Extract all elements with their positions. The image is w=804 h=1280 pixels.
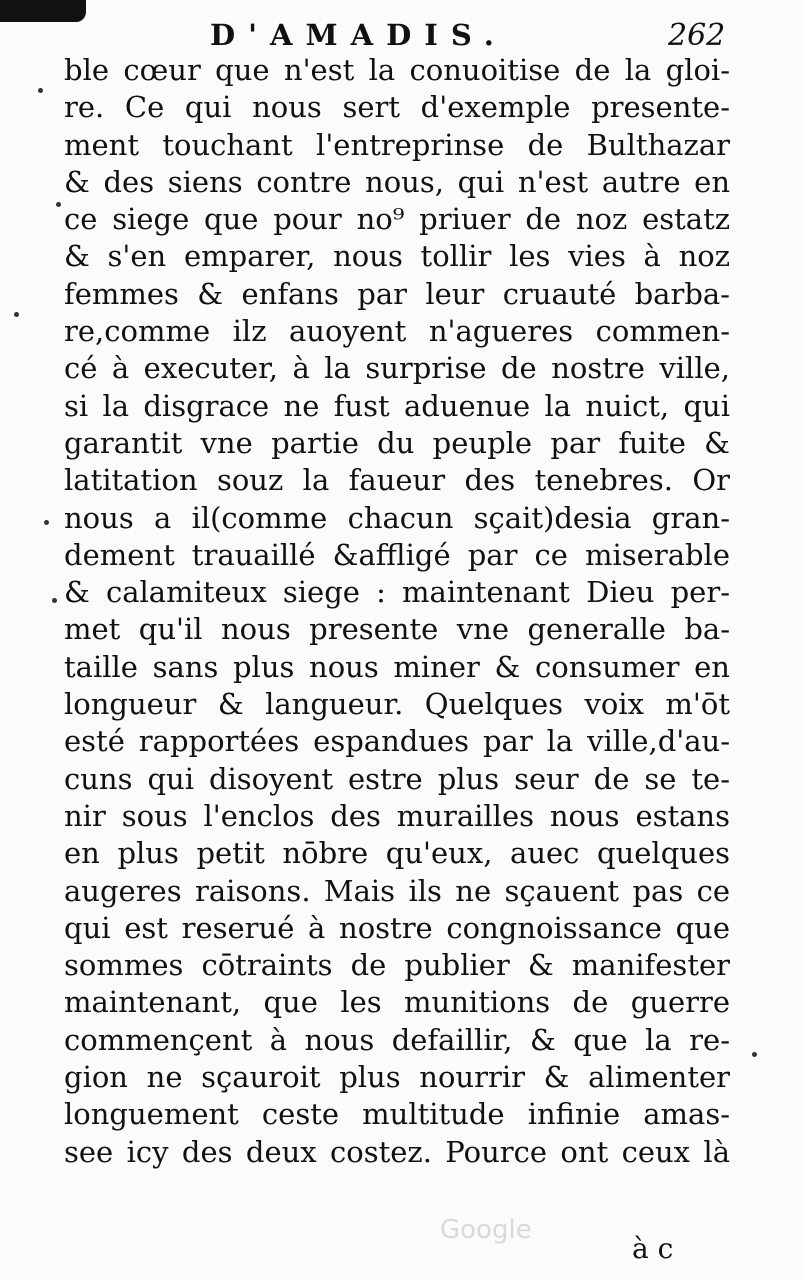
text-line: nous a il(comme chacun sçait)desia gran-	[64, 500, 730, 535]
margin-dot	[752, 1052, 757, 1057]
margin-dot	[14, 312, 19, 317]
text-line: dement trauaillé &affligé par ce miserable	[64, 537, 730, 572]
text-line: sommes cōtraints de publier & manifester	[64, 948, 730, 983]
text-line: met qu'il nous presente vne generalle ba-	[64, 612, 730, 647]
text-line: ment touchant l'entreprinse de Bulthazar	[64, 127, 730, 162]
page-number: 262	[668, 18, 726, 53]
text-line: & des siens contre nous, qui n'est autre en	[64, 164, 730, 199]
margin-dot	[38, 88, 43, 93]
text-line: ble cœur que n'est la conuoitise de la gloi-	[64, 53, 730, 87]
text-line: taille sans plus nous miner & consumer en	[64, 649, 730, 684]
text-line: ce siege que pour no⁹ priuer de noz estatz	[64, 202, 730, 237]
text-line: & calamiteux siege : maintenant Dieu per-	[64, 575, 730, 610]
text-line: cuns qui disoyent estre plus seur de se te-	[64, 761, 730, 796]
text-line: cé à executer, à la surprise de nostre ville,	[64, 351, 730, 386]
text-line: longueur & langueur. Quelques voix m'ōt	[64, 687, 730, 722]
text-line: latitation souz la faueur des tenebres. Or	[64, 463, 730, 498]
text-line: si la disgrace ne fust aduenue la nuict, qui	[64, 388, 730, 423]
text-line: gion ne sçauroit plus nourrir & alimenter	[64, 1060, 730, 1095]
text-line: re. Ce qui nous sert d'exemple presente-	[64, 90, 730, 125]
text-line: commençent à nous defaillir, & que la re-	[64, 1022, 730, 1057]
catchword: à c	[632, 1232, 674, 1265]
text-line: maintenant, que les munitions de guerre	[64, 985, 730, 1020]
margin-dot	[52, 598, 57, 603]
text-line: en plus petit nōbre qu'eux, auec quelques	[64, 836, 730, 871]
page-header	[0, 8, 804, 52]
text-line: longuement ceste multitude infinie amas-	[64, 1097, 730, 1132]
text-line: re,comme ilz auoyent n'agueres commen-	[64, 314, 730, 349]
text-line: garantit vne partie du peuple par fuite &	[64, 425, 730, 460]
watermark: Google	[440, 1215, 532, 1245]
text-line: femmes & enfans par leur cruauté barba-	[64, 276, 730, 311]
body-text	[64, 52, 730, 1171]
running-head: D'AMADIS.	[210, 18, 507, 52]
text-line: nir sous l'enclos des murailles nous estans	[64, 798, 730, 833]
text-line: see icy des deux costez. Pource ont ceux là	[64, 1134, 730, 1169]
text-line: qui est reserué à nostre congnoissance que	[64, 910, 730, 945]
margin-dot	[56, 202, 61, 207]
margin-dot	[44, 520, 49, 525]
text-line: augeres raisons. Mais ils ne sçauent pas ce	[64, 873, 730, 908]
text-line: & s'en emparer, nous tollir les vies à noz	[64, 239, 730, 274]
text-line: esté rapportées espandues par la ville,d'au-	[64, 724, 730, 759]
